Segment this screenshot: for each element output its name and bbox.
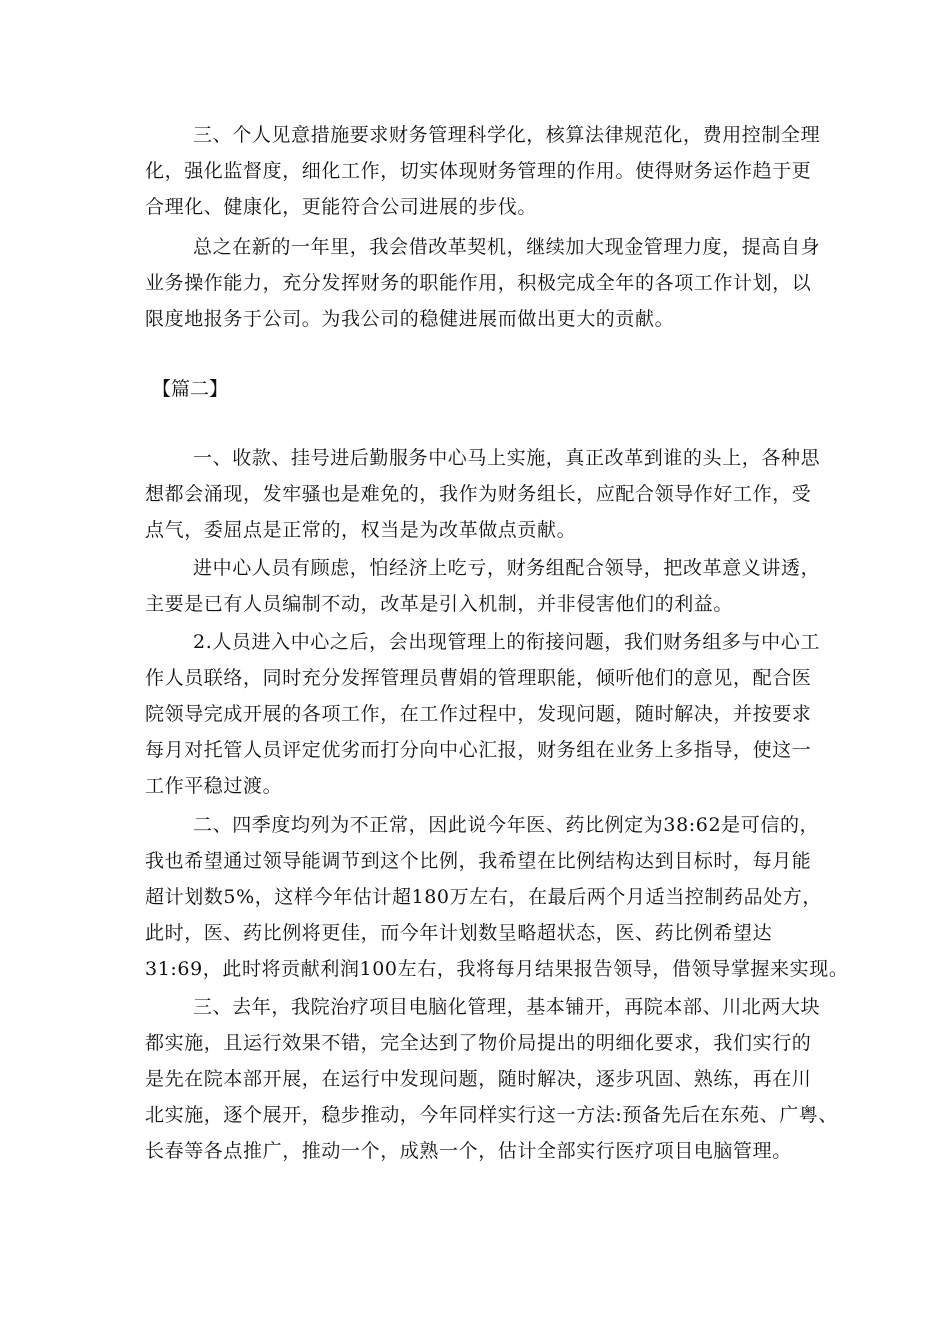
paragraph-line: 限度地报务于公司。为我公司的稳健进展而做出更大的贡献。	[145, 308, 675, 330]
paragraph-line: 都实施，且运行效果不错，完全达到了物价局提出的明细化要求，我们实行的	[145, 1032, 812, 1054]
paragraph-line: 合理化、健康化，更能符合公司进展的步伐。	[145, 196, 538, 218]
paragraph-line: 长春等各点推广，推动一个，成熟一个，估计全部实行医疗项目电脑管理。	[145, 1140, 792, 1162]
paragraph-line: 化，强化监督度，细化工作，切实体现财务管理的作用。使得财务运作趋于更	[145, 160, 812, 182]
paragraph-line: 一、收款、挂号进后勤服务中心马上实施，真正改革到谁的头上，各种思	[193, 447, 821, 469]
paragraph-line: 作人员联络，同时充分发挥管理员曹娟的管理职能，倾听他们的意见，配合医	[145, 667, 812, 689]
paragraph-line: 31:69，此时将贡献利润100左右，我将每月结果报告领导，借领导掌握来实现。	[145, 958, 849, 980]
paragraph-line: 总之在新的一年里，我会借改革契机，继续加大现金管理力度，提高自身	[193, 236, 821, 258]
paragraph-line: 此时，医、药比例将更佳，而今年计划数呈略超状态，医、药比例希望达	[145, 922, 773, 944]
paragraph-line: 业务操作能力，充分发挥财务的职能作用，积极完成全年的各项工作计划，以	[145, 272, 812, 294]
paragraph-line: 三、个人见意措施要求财务管理科学化，核算法律规范化，费用控制全理	[193, 124, 821, 146]
paragraph-line: 工作平稳过渡。	[145, 775, 283, 797]
paragraph-line: 院领导完成开展的各项工作，在工作过程中，发现问题，随时解决，并按要求	[145, 703, 812, 725]
paragraph-line: 三、去年，我院治疗项目电脑化管理，基本铺开，再院本部、川北两大块	[193, 996, 821, 1018]
paragraph-line: 每月对托管人员评定优劣而打分向中心汇报，财务组在业务上多指导，使这一	[145, 739, 812, 761]
paragraph-line: 北实施，逐个展开，稳步推动，今年同样实行这一方法:预备先后在东苑、广粤、	[145, 1104, 839, 1126]
paragraph-line: 点气，委屈点是正常的，权当是为改革做点贡献。	[145, 519, 577, 541]
paragraph-line: 2.人员进入中心之后，会出现管理上的衔接问题，我们财务组多与中心工	[193, 631, 820, 653]
section-heading: 【篇二】	[152, 378, 229, 400]
paragraph-line: 主要是已有人员编制不动，改革是引入机制，并非侵害他们的利益。	[145, 593, 734, 615]
paragraph-line: 我也希望通过领导能调节到这个比例，我希望在比例结构达到目标时，每月能	[145, 850, 812, 872]
paragraph-line: 超计划数5%，这样今年估计超180万左右，在最后两个月适当控制药品处方，	[145, 886, 823, 908]
paragraph-line: 是先在院本部开展，在运行中发现问题，随时解决，逐步巩固、熟练，再在川	[145, 1068, 812, 1090]
paragraph-line: 二、四季度均列为不正常，因此说今年医、药比例定为38:62是可信的，	[193, 814, 820, 836]
paragraph-line: 想都会涌现，发牢骚也是难免的，我作为财务组长，应配合领导作好工作，受	[145, 483, 812, 505]
paragraph-line: 进中心人员有顾虑，怕经济上吃亏，财务组配合领导，把改革意义讲透，	[193, 557, 821, 579]
